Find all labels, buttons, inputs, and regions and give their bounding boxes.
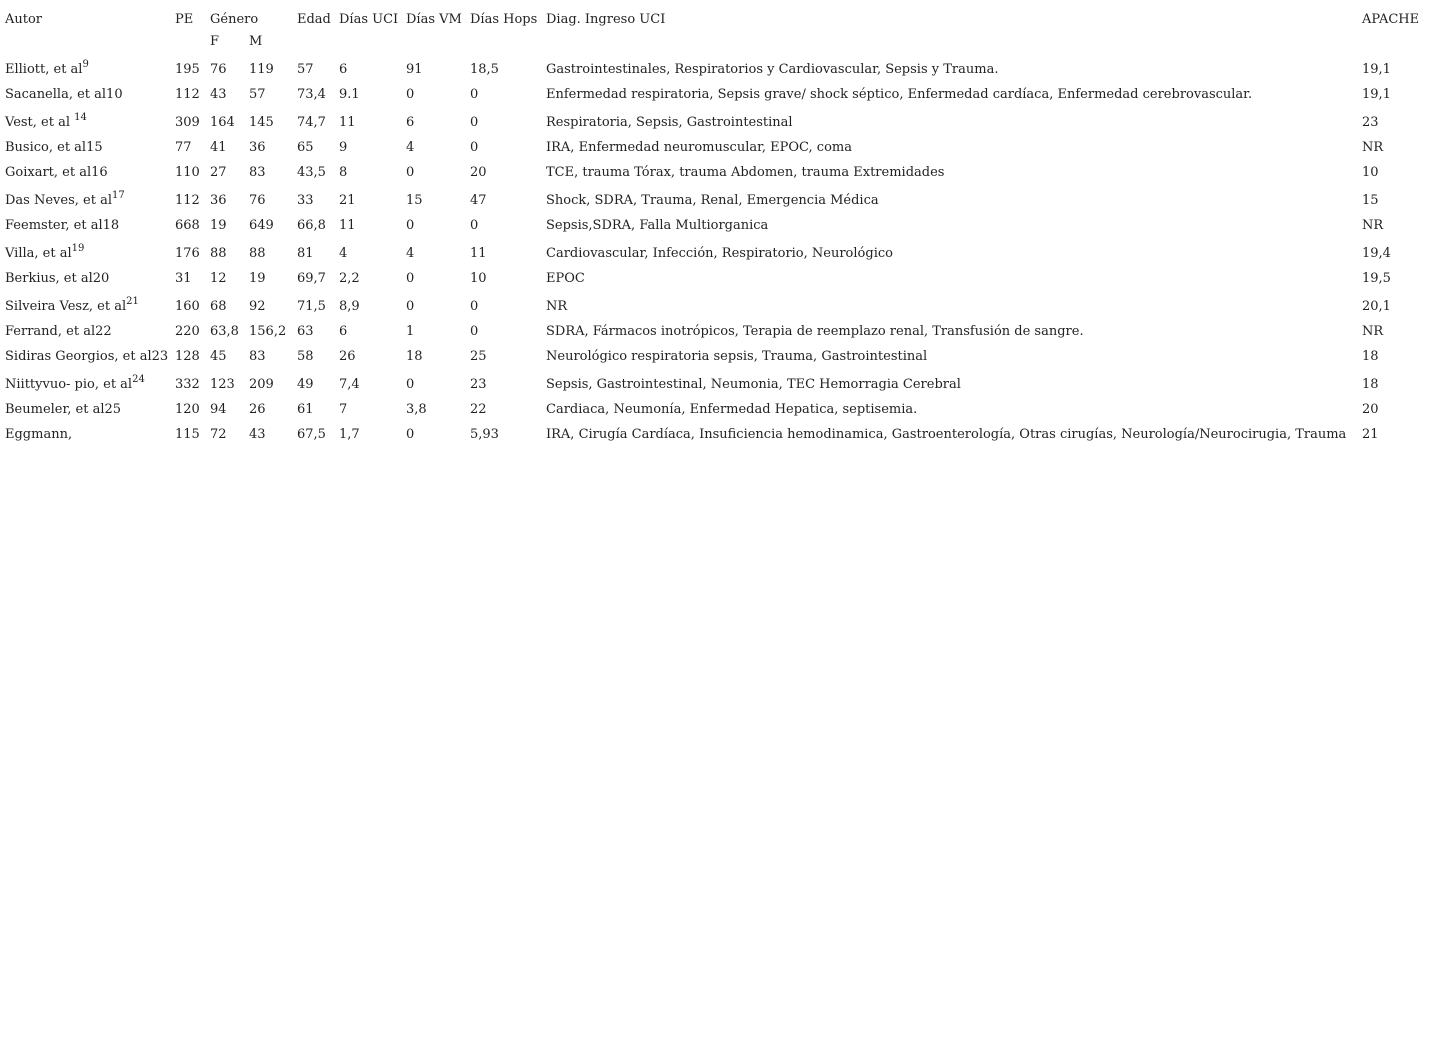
cell-autor: Silveira Vesz, et $al^{21}$ <box>5 295 139 314</box>
cell-autor: Goixart, et al16 <box>5 165 108 180</box>
table-row <box>2 419 1425 444</box>
cell-autor: Elliott, et $al^9$ <box>5 58 89 77</box>
cell-hosp: 22 <box>470 402 487 417</box>
cell-uci: 1,7 <box>339 427 360 442</box>
cell-apache: 23 <box>1362 115 1379 130</box>
cell-uci: 7,4 <box>339 377 360 392</box>
header-dias-vm: Días VM <box>406 12 462 27</box>
cell-uci: 11 <box>339 218 356 233</box>
cell-apache: 21 <box>1362 427 1379 442</box>
cell-pe: 309 <box>175 115 200 130</box>
cell-apache: 15 <box>1362 193 1379 208</box>
cell-apache: 20 <box>1362 402 1379 417</box>
cell-uci: 2,2 <box>339 271 360 286</box>
cell-vm: 1 <box>406 324 415 339</box>
cell-edad: 49 <box>297 377 314 392</box>
cell-m: 209 <box>249 377 274 392</box>
cell-m: 119 <box>249 62 274 77</box>
header-m: M <box>249 34 263 49</box>
cell-hosp: 25 <box>470 349 487 364</box>
cell-diag: IRA, Cirugía Cardíaca, Insuficiencia hemodinamica, Gastroenterología, Otras cirugías, Neurología/Neurocirugia, Trauma <box>546 427 1347 442</box>
cell-edad: 71,5 <box>297 299 326 314</box>
cell-hosp: 0 <box>470 140 479 155</box>
cell-edad: 67,5 <box>297 427 326 442</box>
cell-apache: 19,1 <box>1362 62 1391 77</box>
cell-diag: Enfermedad respiratoria, Sepsis grave/ shock séptico, Enfermedad cardíaca, Enfermedad cerebrovascular. <box>546 87 1253 102</box>
cell-edad: 74,7 <box>297 115 326 130</box>
cell-edad: 61 <box>297 402 314 417</box>
cell-f: 76 <box>210 62 227 77</box>
table-row <box>2 288 1425 316</box>
cell-pe: 110 <box>175 165 200 180</box>
header-pe: PE <box>175 12 194 27</box>
header-genero: Género <box>210 12 259 27</box>
cell-edad: 81 <box>297 246 314 261</box>
cell-vm: 91 <box>406 62 423 77</box>
cell-f: 164 <box>210 115 235 130</box>
cell-diag: SDRA, Fármacos inotrópicos, Terapia de reemplazo renal, Transfusión de sangre. <box>546 324 1084 339</box>
cell-f: 68 <box>210 299 227 314</box>
reference-superscript: 9 <box>82 58 89 70</box>
cell-apache: 18 <box>1362 377 1379 392</box>
reference-superscript: 14 <box>74 111 87 123</box>
cell-pe: 112 <box>175 193 200 208</box>
table-row <box>2 235 1425 263</box>
table-row <box>2 316 1425 341</box>
cell-edad: 65 <box>297 140 314 155</box>
cell-hosp: 0 <box>470 218 479 233</box>
cell-hosp: 0 <box>470 115 479 130</box>
cell-f: 88 <box>210 246 227 261</box>
cell-vm: 0 <box>406 377 415 392</box>
cell-m: 92 <box>249 299 266 314</box>
cell-hosp: 47 <box>470 193 487 208</box>
cell-vm: 0 <box>406 427 415 442</box>
table-row <box>2 182 1425 210</box>
cell-autor: Ferrand, et al22 <box>5 324 112 339</box>
cell-edad: 73,4 <box>297 87 326 102</box>
cell-hosp: 0 <box>470 87 479 102</box>
cell-f: 63,8 <box>210 324 239 339</box>
studies-table <box>2 4 1425 444</box>
cell-apache: 20,1 <box>1362 299 1391 314</box>
cell-f: 45 <box>210 349 227 364</box>
cell-pe: 160 <box>175 299 200 314</box>
cell-hosp: 5,93 <box>470 427 499 442</box>
cell-vm: 18 <box>406 349 423 364</box>
cell-apache: NR <box>1362 324 1384 339</box>
cell-uci: 7 <box>339 402 348 417</box>
header-subrow <box>2 29 1425 51</box>
table-row <box>2 210 1425 235</box>
cell-m: 76 <box>249 193 266 208</box>
cell-diag: Neurológico respiratoria sepsis, Trauma, Gastrointestinal <box>546 349 928 364</box>
cell-uci: 9 <box>339 140 348 155</box>
cell-edad: 43,5 <box>297 165 326 180</box>
cell-f: 19 <box>210 218 227 233</box>
cell-m: 19 <box>249 271 266 286</box>
cell-diag: Sepsis, Gastrointestinal, Neumonia, TEC Hemorragia Cerebral <box>546 377 961 392</box>
table-row <box>2 157 1425 182</box>
cell-edad: 69,7 <box>297 271 326 286</box>
cell-uci: 21 <box>339 193 356 208</box>
reference-superscript: 24 <box>132 373 145 385</box>
header-apache: APACHE <box>1362 12 1420 27</box>
table-row <box>2 132 1425 157</box>
cell-uci: 9.1 <box>339 87 360 102</box>
header-diag: Diag. Ingreso UCI <box>546 12 666 27</box>
cell-m: 156,2 <box>249 324 287 339</box>
cell-apache: 19,5 <box>1362 271 1391 286</box>
cell-vm: 15 <box>406 193 423 208</box>
cell-f: 43 <box>210 87 227 102</box>
cell-f: 123 <box>210 377 235 392</box>
cell-m: 83 <box>249 349 266 364</box>
cell-vm: 0 <box>406 87 415 102</box>
table-row <box>2 394 1425 419</box>
header-edad: Edad <box>297 12 331 27</box>
cell-apache: 18 <box>1362 349 1379 364</box>
cell-m: 36 <box>249 140 266 155</box>
cell-edad: 33 <box>297 193 314 208</box>
cell-hosp: 0 <box>470 324 479 339</box>
cell-diag: Gastrointestinales, Respiratorios y Cardiovascular, Sepsis y Trauma. <box>546 62 999 77</box>
cell-m: 88 <box>249 246 266 261</box>
cell-f: 41 <box>210 140 227 155</box>
cell-f: 12 <box>210 271 227 286</box>
cell-m: 83 <box>249 165 266 180</box>
table-row <box>2 366 1425 394</box>
cell-autor: Eggmann, <box>5 427 73 442</box>
cell-pe: 77 <box>175 140 192 155</box>
cell-m: 649 <box>249 218 274 233</box>
cell-f: 94 <box>210 402 227 417</box>
cell-autor: Berkius, et al20 <box>5 271 110 286</box>
cell-hosp: 0 <box>470 299 479 314</box>
cell-diag: Cardiovascular, Infección, Respiratorio, Neurológico <box>546 246 893 261</box>
reference-superscript: 17 <box>111 189 125 201</box>
cell-diag: IRA, Enfermedad neuromuscular, EPOC, coma <box>546 140 852 155</box>
cell-vm: 0 <box>406 165 415 180</box>
cell-pe: 120 <box>175 402 200 417</box>
cell-autor: Niittyvuo- pio, et $al^{24}$ <box>5 373 145 392</box>
cell-pe: 220 <box>175 324 200 339</box>
cell-autor: Busico, et al15 <box>5 140 103 155</box>
table-row <box>2 263 1425 288</box>
cell-pe: 195 <box>175 62 200 77</box>
cell-apache: NR <box>1362 140 1384 155</box>
cell-pe: 112 <box>175 87 200 102</box>
table-row <box>2 104 1425 132</box>
header-row <box>2 4 1425 29</box>
cell-f: 36 <box>210 193 227 208</box>
cell-uci: 26 <box>339 349 356 364</box>
cell-diag: Cardiaca, Neumonía, Enfermedad Hepatica, septisemia. <box>546 402 918 417</box>
cell-hosp: 11 <box>470 246 487 261</box>
table-row <box>2 79 1425 104</box>
cell-diag: NR <box>546 299 568 314</box>
cell-apache: 10 <box>1362 165 1379 180</box>
reference-superscript: 19 <box>71 242 85 254</box>
cell-vm: 4 <box>406 140 415 155</box>
cell-pe: 115 <box>175 427 200 442</box>
cell-pe: 668 <box>175 218 200 233</box>
header-autor: Autor <box>5 12 43 27</box>
cell-uci: 11 <box>339 115 356 130</box>
header-f: F <box>210 34 220 49</box>
cell-edad: 58 <box>297 349 314 364</box>
cell-pe: 31 <box>175 271 192 286</box>
reference-superscript: 21 <box>126 295 139 307</box>
cell-apache: NR <box>1362 218 1384 233</box>
cell-autor: Vest, et al $^{14}$ <box>5 111 87 130</box>
cell-vm: 0 <box>406 218 415 233</box>
cell-hosp: 10 <box>470 271 487 286</box>
cell-apache: 19,1 <box>1362 87 1391 102</box>
cell-edad: 63 <box>297 324 314 339</box>
cell-diag: TCE, trauma Tórax, trauma Abdomen, trauma Extremidades <box>546 165 945 180</box>
cell-vm: 0 <box>406 299 415 314</box>
cell-diag: Shock, SDRA, Trauma, Renal, Emergencia Médica <box>546 193 879 208</box>
cell-pe: 128 <box>175 349 200 364</box>
cell-vm: 3,8 <box>406 402 427 417</box>
cell-m: 43 <box>249 427 266 442</box>
cell-diag: EPOC <box>546 271 585 286</box>
cell-uci: 6 <box>339 324 348 339</box>
cell-autor: Feemster, et al18 <box>5 218 120 233</box>
header-dias-uci: Días UCI <box>339 12 399 27</box>
cell-diag: Respiratoria, Sepsis, Gastrointestinal <box>546 115 793 130</box>
cell-autor: Sidiras Georgios, et al23 <box>5 349 169 364</box>
cell-pe: 332 <box>175 377 200 392</box>
cell-hosp: 20 <box>470 165 487 180</box>
cell-uci: 8 <box>339 165 348 180</box>
cell-uci: 6 <box>339 62 348 77</box>
cell-m: 145 <box>249 115 274 130</box>
cell-m: 26 <box>249 402 266 417</box>
cell-vm: 4 <box>406 246 415 261</box>
cell-m: 57 <box>249 87 266 102</box>
cell-vm: 0 <box>406 271 415 286</box>
cell-f: 72 <box>210 427 227 442</box>
cell-hosp: 23 <box>470 377 487 392</box>
cell-uci: 8,9 <box>339 299 360 314</box>
cell-autor: Sacanella, et al10 <box>5 87 123 102</box>
cell-f: 27 <box>210 165 227 180</box>
cell-pe: 176 <box>175 246 200 261</box>
cell-diag: Sepsis,SDRA, Falla Multiorganica <box>546 218 769 233</box>
cell-autor: Villa, et $al^{19}$ <box>5 242 85 261</box>
cell-autor: Das Neves, et $al^{17}$ <box>5 189 125 208</box>
table-row <box>2 51 1425 79</box>
cell-edad: 66,8 <box>297 218 326 233</box>
cell-hosp: 18,5 <box>470 62 499 77</box>
cell-apache: 19,4 <box>1362 246 1391 261</box>
header-dias-hosp: Días Hops <box>470 12 538 27</box>
cell-autor: Beumeler, et al25 <box>5 402 122 417</box>
table-row <box>2 341 1425 366</box>
cell-uci: 4 <box>339 246 348 261</box>
cell-edad: 57 <box>297 62 314 77</box>
cell-vm: 6 <box>406 115 415 130</box>
